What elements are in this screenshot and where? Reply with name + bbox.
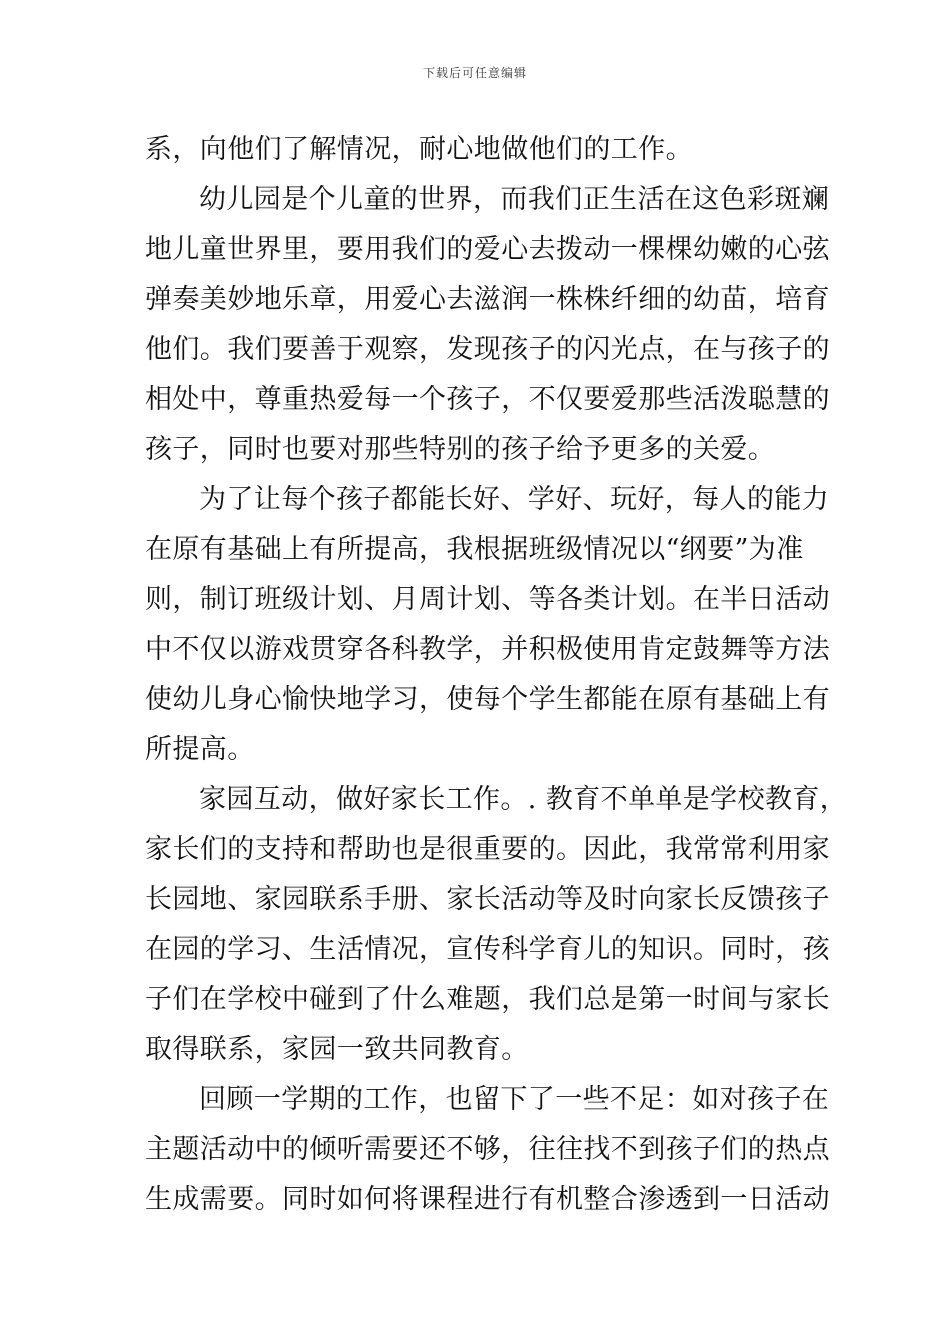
- text-line: 在原有基础上有所提高，我根据班级情况以“纲要”为准: [145, 534, 804, 565]
- text-line: 系，向他们了解情况，耐心地做他们的工作。: [145, 134, 693, 165]
- text-line: 使幼儿身心愉快地学习，使每个学生都能在原有基础上有: [145, 684, 830, 715]
- text-line: 生成需要。同时如何将课程进行有机整合渗透到一日活动: [145, 1184, 830, 1215]
- paragraph-start-line: 家园互动，做好家长工作。. 教育不单单是学校教育，: [199, 784, 848, 815]
- text-line: 子们在学校中碰到了什么难题，我们总是第一时间与家长: [145, 984, 830, 1015]
- text-line: 取得联系，家园一致共同教育。: [145, 1034, 529, 1065]
- text-line: 主题活动中的倾听需要还不够，往往找不到孩子们的热点: [145, 1134, 830, 1165]
- text-line: 孩子，同时也要对那些特别的孩子给予更多的关爱。: [145, 434, 776, 465]
- text-line: 他们。我们要善于观察，发现孩子的闪光点，在与孩子的: [145, 334, 830, 365]
- text-line: 则，制订班级计划、月周计划、等各类计划。在半日活动: [145, 584, 830, 615]
- text-line: 地儿童世界里，要用我们的爱心去拨动一棵棵幼嫩的心弦: [145, 234, 830, 265]
- text-line: 在园的学习、生活情况，宣传科学育儿的知识。同时，孩: [145, 934, 830, 965]
- text-line: 弹奏美妙地乐章，用爱心去滋润一株株纤细的幼苗，培育: [145, 284, 830, 315]
- paragraph-start-line: 为了让每个孩子都能长好、学好、玩好，每人的能力: [199, 484, 830, 515]
- text-line: 相处中，尊重热爱每一个孩子，不仅要爱那些活泼聪慧的: [145, 384, 830, 415]
- text-line: 所提高。: [145, 734, 255, 765]
- document-body: [145, 125, 848, 1225]
- text-line: 中不仅以游戏贯穿各科教学，并积极使用肯定鼓舞等方法: [145, 634, 830, 665]
- text-line: 长园地、家园联系手册、家长活动等及时向家长反馈孩子: [145, 884, 830, 915]
- paragraph-start-line: 幼儿园是个儿童的世界，而我们正生活在这色彩斑斓: [199, 184, 830, 215]
- page-header: 下载后可任意编辑: [422, 66, 527, 80]
- paragraph-start-line: 回顾一学期的工作，也留下了一些不足：如对孩子在: [199, 1084, 830, 1115]
- text-line: 家长们的支持和帮助也是很重要的。因此，我常常利用家: [145, 834, 830, 865]
